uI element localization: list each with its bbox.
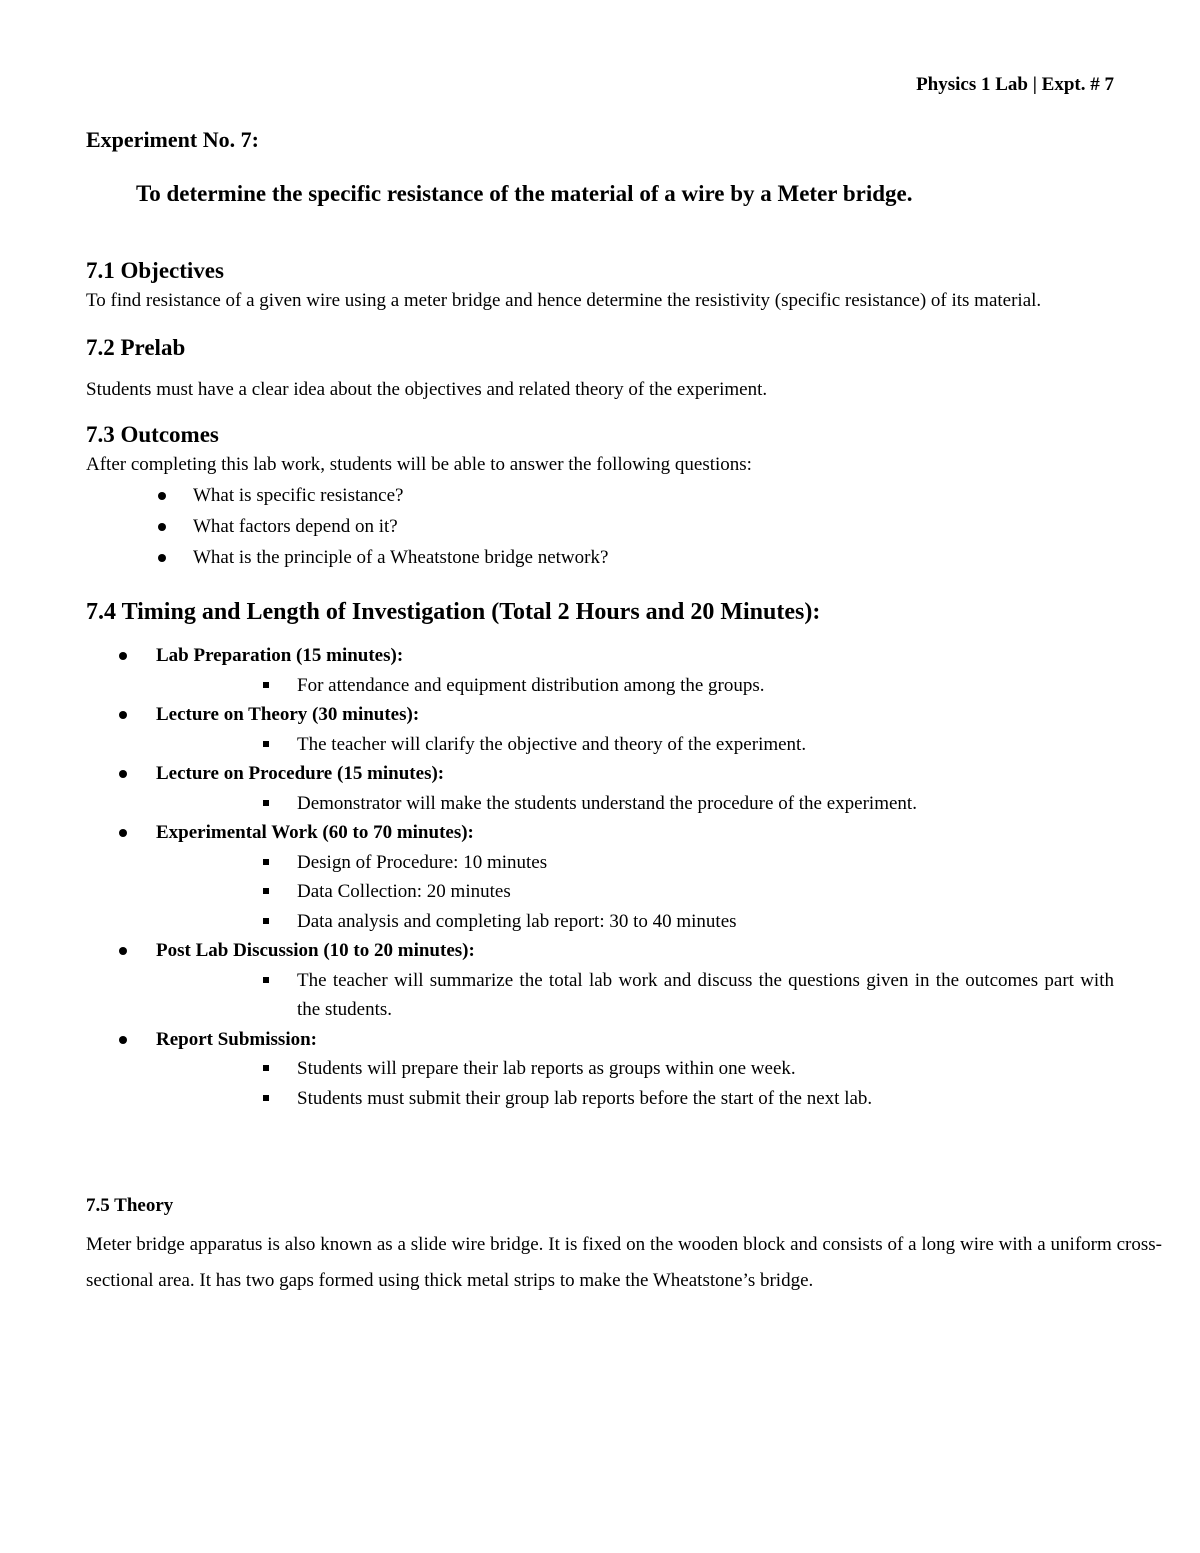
detail-text: Data analysis and completing lab report: 30 to 40 minutes bbox=[297, 910, 737, 932]
prelab-heading: 7.2 Prelab bbox=[86, 335, 186, 360]
timing-item bbox=[86, 700, 1162, 759]
detail-item bbox=[86, 966, 1162, 1025]
detail-text: Students will prepare their lab reports as groups within one week. bbox=[297, 1058, 796, 1079]
timing-item-label bbox=[86, 1025, 1162, 1055]
timing-details bbox=[86, 671, 1162, 701]
square-bullet-icon bbox=[263, 859, 269, 865]
timing-item-label bbox=[86, 641, 1162, 671]
detail-item bbox=[86, 877, 1162, 907]
detail-text: The teacher will summarize the total lab work and discuss the questions given in the outcomes part with the students. bbox=[297, 969, 1114, 1020]
list-item-text: What is the principle of a Wheatstone bridge network? bbox=[193, 547, 609, 568]
experiment-title: To determine the specific resistance of the material of a wire by a Meter bridge. bbox=[136, 181, 913, 206]
outcomes-intro: After completing this lab work, students will be able to answer the following questions: bbox=[86, 454, 752, 475]
timing-item-label-text: Lecture on Procedure (15 minutes): bbox=[156, 763, 445, 784]
detail-text: For attendance and equipment distribution among the groups. bbox=[297, 674, 765, 696]
timing-item bbox=[86, 641, 1162, 700]
timing-item bbox=[86, 1025, 1162, 1114]
bullet-icon bbox=[119, 652, 127, 660]
square-bullet-icon bbox=[263, 800, 269, 806]
timing-item bbox=[86, 759, 1162, 818]
timing-item-label bbox=[86, 936, 1162, 966]
detail-text: Data Collection: 20 minutes bbox=[297, 881, 511, 902]
detail-item bbox=[86, 730, 1162, 760]
timing-details bbox=[86, 966, 1162, 1025]
bullet-icon bbox=[119, 770, 127, 778]
prelab-text: Students must have a clear idea about the objectives and related theory of the experiment. bbox=[86, 379, 768, 400]
list-item-text: What is specific resistance? bbox=[193, 485, 404, 506]
detail-item bbox=[86, 907, 1162, 937]
objectives-heading: 7.1 Objectives bbox=[86, 258, 224, 283]
timing-item-label-text: Post Lab Discussion (10 to 20 minutes): bbox=[156, 940, 475, 961]
timing-details bbox=[86, 848, 1162, 937]
timing-item-label-text: Lab Preparation (15 minutes): bbox=[156, 645, 404, 666]
timing-item-label-text: Lecture on Theory (30 minutes): bbox=[156, 704, 420, 725]
detail-item bbox=[86, 789, 1162, 819]
detail-item bbox=[86, 1084, 1162, 1114]
bullet-icon bbox=[119, 1036, 127, 1044]
objectives-text: To find resistance of a given wire using a meter bridge and hence determine the resistivity (specific resistance) of its material. bbox=[86, 290, 1042, 311]
bullet-icon bbox=[119, 829, 127, 837]
outcomes-list bbox=[86, 480, 1162, 573]
theory-heading: 7.5 Theory bbox=[86, 1195, 174, 1216]
bullet-icon bbox=[119, 947, 127, 955]
square-bullet-icon bbox=[263, 888, 269, 894]
experiment-number: Experiment No. 7: bbox=[86, 127, 259, 152]
square-bullet-icon bbox=[263, 977, 269, 983]
timing-heading: 7.4 Timing and Length of Investigation (Total 2 Hours and 20 Minutes): bbox=[86, 599, 821, 625]
square-bullet-icon bbox=[263, 682, 269, 688]
detail-text: Design of Procedure: 10 minutes bbox=[297, 851, 548, 873]
detail-text: Demonstrator will make the students understand the procedure of the experiment. bbox=[297, 792, 917, 814]
list-item bbox=[86, 511, 1162, 542]
timing-item-label bbox=[86, 700, 1162, 730]
square-bullet-icon bbox=[263, 741, 269, 747]
timing-item bbox=[86, 818, 1162, 936]
list-item-text: What factors depend on it? bbox=[193, 516, 398, 537]
square-bullet-icon bbox=[263, 918, 269, 924]
timing-list bbox=[86, 641, 1162, 1113]
square-bullet-icon bbox=[263, 1065, 269, 1071]
timing-item-label bbox=[86, 818, 1162, 848]
timing-item-label-text: Report Submission: bbox=[156, 1028, 317, 1050]
timing-item-label-text: Experimental Work (60 to 70 minutes): bbox=[156, 822, 474, 843]
theory-text: Meter bridge apparatus is also known as a slide wire bridge. It is fixed on the wooden block and consists of a long wire with a uniform cross-sectional area. It has two gaps formed using thick metal strips to make the Wheatstone’s bridge. bbox=[86, 1234, 1162, 1291]
list-item bbox=[86, 542, 1162, 573]
timing-details bbox=[86, 1054, 1162, 1113]
bullet-icon bbox=[158, 523, 166, 531]
bullet-icon bbox=[158, 492, 166, 500]
square-bullet-icon bbox=[263, 1095, 269, 1101]
bullet-icon bbox=[119, 711, 127, 719]
detail-item bbox=[86, 848, 1162, 878]
timing-details bbox=[86, 789, 1162, 819]
outcomes-heading: 7.3 Outcomes bbox=[86, 422, 219, 447]
document-body bbox=[86, 124, 1162, 1299]
timing-item-label bbox=[86, 759, 1162, 789]
timing-details bbox=[86, 730, 1162, 760]
bullet-icon bbox=[158, 554, 166, 562]
detail-item bbox=[86, 671, 1162, 701]
detail-item bbox=[86, 1054, 1162, 1084]
detail-text: The teacher will clarify the objective and theory of the experiment. bbox=[297, 733, 807, 755]
list-item bbox=[86, 480, 1162, 511]
detail-text: Students must submit their group lab reports before the start of the next lab. bbox=[297, 1087, 873, 1109]
timing-item bbox=[86, 936, 1162, 1025]
running-header: Physics 1 Lab | Expt. # 7 bbox=[916, 74, 1114, 95]
